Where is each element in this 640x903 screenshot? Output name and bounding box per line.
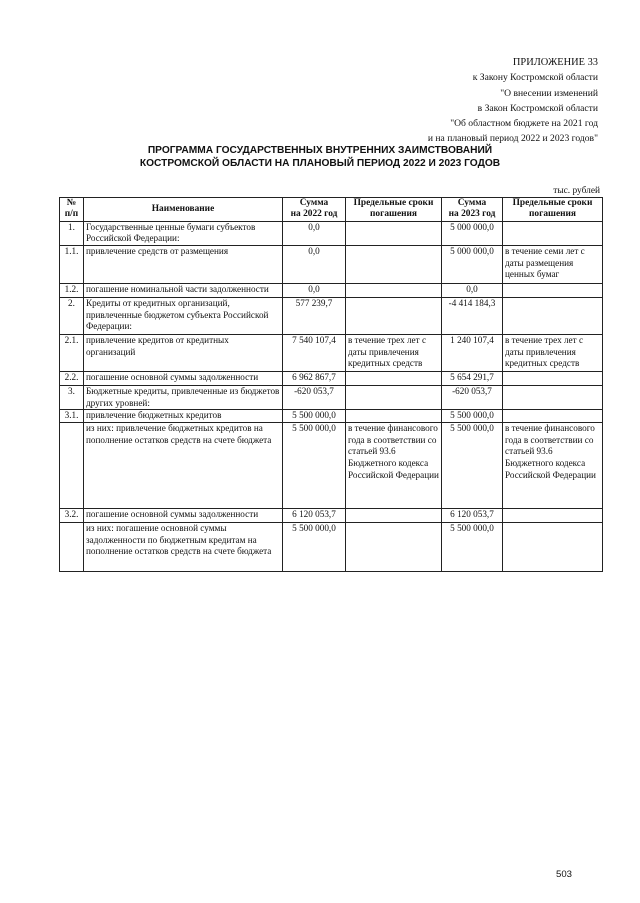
table-row <box>60 372 603 386</box>
row-term-2022: в течение трех лет с даты привлечения кредитных средств <box>346 335 442 372</box>
annex-line: в Закон Костромской области <box>477 102 598 114</box>
header-line: на 2022 год <box>290 209 338 220</box>
row-number: 2. <box>60 298 84 335</box>
row-sum-2023: 5 500 000,0 <box>442 523 503 572</box>
annex-line: и на плановый период 2022 и 2023 годов" <box>427 133 598 145</box>
header-number <box>60 198 84 222</box>
row-term-2022 <box>346 298 442 335</box>
row-term-2023 <box>503 509 603 523</box>
row-number: 3.1. <box>60 410 84 423</box>
row-sum-2023: 1 240 107,4 <box>442 335 503 372</box>
row-number <box>60 423 84 509</box>
row-sum-2023: 5 500 000,0 <box>442 410 503 423</box>
row-sum-2022: 5 500 000,0 <box>283 410 346 423</box>
row-sum-2022: -620 053,7 <box>283 386 346 410</box>
annex-line: ПРИЛОЖЕНИЕ 33 <box>512 57 598 68</box>
annex-header <box>428 55 598 147</box>
row-term-2023 <box>503 523 603 572</box>
row-name: из них: привлечение бюджетных кредитов на пополнение остатков средств на счете бюджета <box>84 423 283 509</box>
row-number: 1.1. <box>60 246 84 284</box>
row-term-2022 <box>346 386 442 410</box>
row-sum-2022: 7 540 107,4 <box>283 335 346 372</box>
table-row <box>60 221 603 245</box>
table-row <box>60 246 603 284</box>
row-sum-2023: 6 120 053,7 <box>442 509 503 523</box>
header-number-line: п/п <box>64 209 79 220</box>
row-term-2023 <box>503 221 603 245</box>
row-number: 3.2. <box>60 509 84 523</box>
header-number-line: № <box>66 198 77 208</box>
row-term-2023 <box>503 298 603 335</box>
title-line-2: КОСТРОМСКОЙ ОБЛАСТИ НА ПЛАНОВЫЙ ПЕРИОД 2022 И 2023 ГОДОВ <box>139 158 501 169</box>
row-term-2023 <box>503 386 603 410</box>
header-line: Сумма <box>457 198 487 208</box>
table-row <box>60 298 603 335</box>
header-line: Предельные сроки <box>512 198 593 208</box>
row-term-2022 <box>346 246 442 284</box>
header-line: Предельные сроки <box>353 198 434 208</box>
header-name-label: Наименование <box>151 203 215 214</box>
units-label: тыс. рублей <box>553 186 600 196</box>
table-row <box>60 523 603 572</box>
row-sum-2022: 0,0 <box>283 284 346 298</box>
table-row <box>60 386 603 410</box>
row-term-2023: в течение трех лет с даты привлечения кредитных средств <box>503 335 603 372</box>
row-term-2023: в течение семи лет с даты размещения ценных бумаг <box>503 246 603 284</box>
row-name: привлечение кредитов от кредитных организаций <box>84 335 283 372</box>
row-term-2022 <box>346 284 442 298</box>
row-name: погашение номинальной части задолженности <box>84 284 283 298</box>
row-name: из них: погашение основной суммы задолженности по бюджетным кредитам на пополнение остатков средств на счете бюджета <box>84 523 283 572</box>
header-sum-2023 <box>442 198 503 222</box>
row-name: привлечение средств от размещения <box>84 246 283 284</box>
document-title <box>0 144 640 170</box>
row-number <box>60 523 84 572</box>
annex-line: к Закону Костромской области <box>472 72 598 84</box>
row-number: 3. <box>60 386 84 410</box>
row-sum-2022: 5 500 000,0 <box>283 523 346 572</box>
table-header-row <box>60 198 603 222</box>
page-number: 503 <box>555 869 572 880</box>
annex-line: "Об областном бюджете на 2021 год <box>450 118 598 130</box>
row-term-2023 <box>503 410 603 423</box>
row-sum-2022: 577 239,7 <box>283 298 346 335</box>
row-sum-2022: 6 120 053,7 <box>283 509 346 523</box>
row-name: Бюджетные кредиты, привлеченные из бюджетов других уровней: <box>84 386 283 410</box>
row-number: 2.2. <box>60 372 84 386</box>
table-row <box>60 423 603 509</box>
row-term-2023: в течение финансового года в соответствии со статьей 93.6 Бюджетного кодекса Российской Федерации <box>503 423 603 509</box>
row-sum-2022: 5 500 000,0 <box>283 423 346 509</box>
row-term-2022 <box>346 509 442 523</box>
table-row <box>60 509 603 523</box>
row-name: погашение основной суммы задолженности <box>84 372 283 386</box>
row-term-2023 <box>503 284 603 298</box>
title-line-1: ПРОГРАММА ГОСУДАРСТВЕННЫХ ВНУТРЕННИХ ЗАИМСТВОВАНИЙ <box>147 145 493 156</box>
row-sum-2023: -4 414 184,3 <box>442 298 503 335</box>
table-row <box>60 335 603 372</box>
row-sum-2023: 5 000 000,0 <box>442 246 503 284</box>
header-name <box>84 198 283 222</box>
header-line: на 2023 год <box>448 209 496 220</box>
row-term-2022 <box>346 410 442 423</box>
header-sum-2022 <box>283 198 346 222</box>
row-sum-2023: 5 500 000,0 <box>442 423 503 509</box>
header-line: Сумма <box>299 198 329 208</box>
row-term-2022 <box>346 523 442 572</box>
row-number: 2.1. <box>60 335 84 372</box>
header-line: погашения <box>370 209 417 220</box>
header-term-2023 <box>503 198 603 222</box>
row-term-2023 <box>503 372 603 386</box>
row-sum-2022: 6 962 867,7 <box>283 372 346 386</box>
annex-line: "О внесении изменений <box>500 87 598 99</box>
row-number: 1.2. <box>60 284 84 298</box>
row-sum-2022: 0,0 <box>283 246 346 284</box>
row-term-2022: в течение финансового года в соответствии со статьей 93.6 Бюджетного кодекса Российской Федерации <box>346 423 442 509</box>
table-row <box>60 284 603 298</box>
row-sum-2023: -620 053,7 <box>442 386 503 410</box>
row-name: привлечение бюджетных кредитов <box>84 410 283 423</box>
row-sum-2022: 0,0 <box>283 221 346 245</box>
row-name: Кредиты от кредитных организаций, привлеченные бюджетом субъекта Российской Федерации: <box>84 298 283 335</box>
row-term-2022 <box>346 221 442 245</box>
borrowing-program-table <box>59 197 603 572</box>
row-number: 1. <box>60 221 84 245</box>
row-sum-2023: 5 000 000,0 <box>442 221 503 245</box>
header-line: погашения <box>529 209 576 220</box>
row-term-2022 <box>346 372 442 386</box>
row-sum-2023: 5 654 291,7 <box>442 372 503 386</box>
row-name: погашение основной суммы задолженности <box>84 509 283 523</box>
row-name: Государственные ценные бумаги субъектов Российской Федерации: <box>84 221 283 245</box>
row-sum-2023: 0,0 <box>442 284 503 298</box>
header-term-2022 <box>346 198 442 222</box>
table-row <box>60 410 603 423</box>
